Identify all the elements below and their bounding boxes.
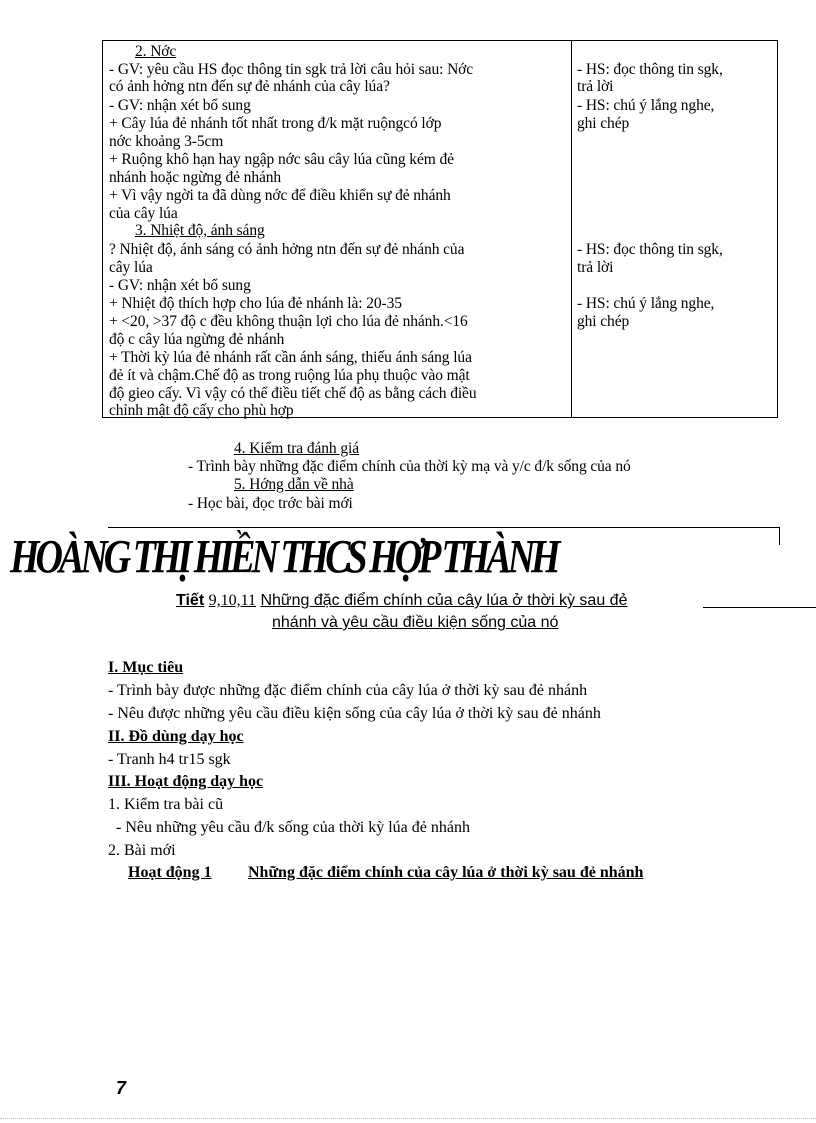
table-left-line: + Nhiệt độ thích hợp cho lúa đẻ nhánh là: 20-35 [109,295,402,312]
table-heading-water: 2. Nớc [135,43,177,60]
header-rule-tick [779,527,780,545]
table-right-line: - HS: chú ý lắng nghe, [577,97,715,114]
table-right-line: - HS: chú ý lắng nghe, [577,295,715,312]
table-right-line: trả lời [577,259,614,276]
lesson-table [102,40,778,418]
table-heading-temperature-light: 3. Nhiệt độ, ánh sáng [135,222,265,239]
table-left-line: độ gieo cấy. Vì vậy có thể điều tiết chế độ as bằng cách điều [109,385,477,402]
table-left-line: của cây lúa [109,205,178,222]
lesson-number-line [176,592,627,610]
activities-heading: III. Hoạt động dạy học [108,773,264,790]
table-left-line: + <20, >37 độ c đều không thuận lợi cho lúa đẻ nhánh.<16 [109,313,468,330]
page-bottom-border [0,1118,816,1119]
table-right-line: trả lời [577,78,614,95]
section-4-item: - Trình bày những đặc điểm chính của thời kỳ mạ và y/c đ/k sống của nó [188,458,631,475]
new-lesson-subheading: 2. Bài mới [108,842,176,859]
review-subheading: 1. Kiểm tra bài cũ [108,796,224,813]
table-left-line: chỉnh mật độ cấy cho phù hợp [109,402,294,419]
table-left-line: cây lúa [109,259,153,276]
table-left-line: có ảnh hởng ntn đến sự đẻ nhánh của cây lúa? [109,78,390,95]
activity-title: Những đặc điểm chính của cây lúa ở thời kỳ sau đẻ nhánh [248,864,644,881]
materials-heading: II. Đồ dùng dạy học [108,728,244,745]
table-left-line: + Thời kỳ lúa đẻ nhánh rất cần ánh sáng, thiếu ánh sáng lúa [109,349,472,366]
activity-label: Hoạt động 1 [128,864,212,881]
table-right-line: - HS: đọc thông tin sgk, [577,61,723,78]
table-left-line: nớc khoảng 3-5cm [109,133,224,150]
table-left-line: đẻ ít và chậm.Chế độ as trong ruộng lúa phụ thuộc vào mật [109,367,470,384]
table-left-line: nhánh hoặc ngừng đẻ nhánh [109,169,282,186]
table-left-line: - GV: nhận xét bổ sung [109,97,251,114]
header-rule [108,527,780,528]
table-right-line: ghi chép [577,115,630,132]
lesson-numbers: 9,10,11 [208,592,257,609]
objective-item: - Nêu được những yêu cầu điều kiện sống của cây lúa ở thời kỳ sau đẻ nhánh [108,705,601,722]
table-left-line: + Cây lúa đẻ nhánh tốt nhất trong đ/k mặt ruộngcó lớp [109,115,442,132]
section-5-title: 5. Hớng dẫn về nhà [234,476,354,493]
lesson-title-line1: Những đặc điểm chính của cây lúa ở thời kỳ sau đẻ [260,592,628,609]
materials-item: - Tranh h4 tr15 sgk [108,751,231,768]
table-left-line: - GV: nhận xét bổ sung [109,277,251,294]
column-divider [571,41,572,417]
objectives-heading: I. Mục tiêu [108,659,184,676]
page-number: 7 [116,1078,127,1098]
lesson-prefix: Tiết [176,592,205,609]
author-banner: HOÀNG THỊ HIỀN THCS HỢP THÀNH [10,531,557,584]
section-5-item: - Học bài, đọc trớc bài mới [188,495,353,512]
lesson-title-underline-ext [703,607,816,608]
table-left-line: ? Nhiệt độ, ánh sáng có ảnh hởng ntn đến sự đẻ nhánh của [109,241,465,258]
table-left-line: độ c cây lúa ngừng đẻ nhánh [109,331,285,348]
review-item: - Nêu những yêu cầu đ/k sống của thời kỳ lúa đẻ nhánh [116,819,470,836]
section-4-title: 4. Kiểm tra đánh giá [234,440,359,457]
table-left-line: + Ruộng khô hạn hay ngập nớc sâu cây lúa cũng kém đẻ [109,151,454,168]
table-right-line: - HS: đọc thông tin sgk, [577,241,723,258]
objective-item: - Trình bày được những đặc điểm chính của cây lúa ở thời kỳ sau đẻ nhánh [108,682,588,699]
table-right-line: ghi chép [577,313,630,330]
table-left-line: + Vì vậy ngời ta đã dùng nớc để điều khiển sự đẻ nhánh [109,187,451,204]
table-left-line: - GV: yêu cầu HS đọc thông tin sgk trả lời câu hỏi sau: Nớc [109,61,474,78]
lesson-title-line2: nhánh và yêu cầu điều kiện sống của nó [272,614,559,631]
